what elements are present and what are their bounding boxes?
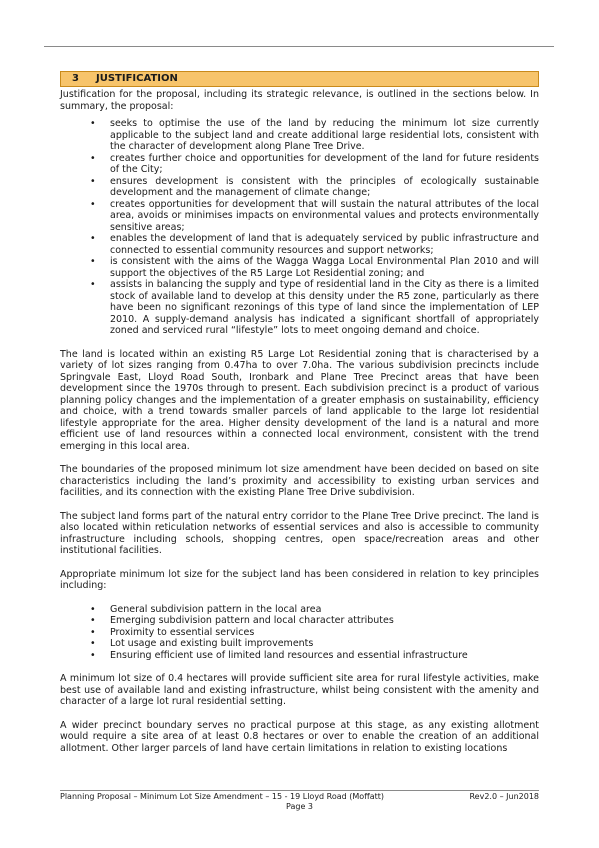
footer-title: Planning Proposal – Minimum Lot Size Amendment – 15 - 19 Lloyd Road (Moffatt) bbox=[60, 792, 385, 801]
list-item bbox=[60, 176, 539, 199]
list-item-text: creates opportunities for development that will sustain the natural attributes of the local area, avoids or minimises impacts on environmental values and protects environmentally sensitive areas; bbox=[110, 198, 539, 233]
summary-list bbox=[60, 118, 539, 337]
list-item-text: Proximity to essential services bbox=[110, 626, 255, 638]
bullet-icon: • bbox=[90, 256, 96, 267]
list-item-text: seeks to optimise the use of the land by reducing the minimum lot size currently applicable to the subject land and create additional large residential lots, consistent with the character of development along Plane Tree Drive. bbox=[110, 118, 539, 152]
section-title: JUSTIFICATION bbox=[96, 73, 178, 85]
list-item bbox=[60, 279, 539, 337]
list-item bbox=[60, 615, 539, 627]
header-rule bbox=[44, 46, 554, 47]
list-item-text: Emerging subdivision pattern and local character attributes bbox=[110, 615, 394, 626]
bullet-icon: • bbox=[90, 198, 96, 210]
body-paragraph: A wider precinct boundary serves no practical purpose at this stage, as any existing allotment would require a site area of at least 0.8 hectares or over to enable the creation of an additional allotment. Other larger parcels of land have certain limitations in relation to existing locations bbox=[60, 719, 539, 754]
bullet-icon: • bbox=[90, 152, 96, 164]
bullet-icon: • bbox=[90, 118, 96, 129]
list-item bbox=[60, 199, 539, 234]
list-item-text: is consistent with the aims of the Wagga Wagga Local Environmental Plan 2010 and will support the objectives of the R5 Large Lot Residential zoning; and bbox=[110, 256, 539, 279]
section-number: 3 bbox=[72, 73, 79, 85]
list-item-text: creates further choice and opportunities for development of the land for future residents of the City; bbox=[110, 152, 539, 175]
list-item-text: ensures development is consistent with the principles of ecologically sustainable development and the management of climate change; bbox=[110, 175, 539, 198]
list-item bbox=[60, 233, 539, 256]
list-item-text: enables the development of land that is adequately serviced by public infrastructure and connected to essential community resources and support networks; bbox=[110, 233, 539, 256]
bullet-icon: • bbox=[90, 649, 96, 661]
bullet-icon: • bbox=[90, 638, 96, 649]
intro-paragraph: Justification for the proposal, including its strategic relevance, is outlined in the sections below. In summary, the proposal: bbox=[60, 89, 539, 112]
body-paragraph: The land is located within an existing R5 Large Lot Residential zoning that is characterised by a variety of lot sizes ranging from 0.47ha to over 7.0ha. The various subdivision precincts include Springvale East, Lloyd Road South, Ironbark and Plane Tree Precinct areas that have been development since the 1970s through to present. Each subdivision precinct is a product of various planning policy changes and the implementation of a greater emphasis on sustainability, efficiency and choice, with a trend towards smaller parcels of land applicable to the large lot residential lifestyle appropriate for the area. Higher density development of the land is a natural and more efficient use of land resources within a connected local environment, consistent with the trend emerging in this local area. bbox=[60, 348, 539, 452]
body-paragraph: A minimum lot size of 0.4 hectares will provide sufficient site area for rural lifestyle activities, make best use of available land and existing infrastructure, whilst being consistent with the amenity and character of a large lot rural residential setting. bbox=[60, 673, 539, 707]
section-heading bbox=[60, 71, 539, 87]
list-item bbox=[60, 650, 539, 662]
list-item bbox=[60, 604, 539, 616]
document-page bbox=[60, 71, 539, 766]
list-item-text: assists in balancing the supply and type of residential land in the City as there is a limited stock of available land to develop at this density under the R5 zone, particularly as there have been no significant rezonings of this type of land since the implementation of LEP 2010. A supply-demand analysis has indicated a significant shortfall of appropriately zoned and serviced rural “lifestyle” lots to meet ongoing demand and choice. bbox=[110, 279, 539, 336]
page-footer bbox=[60, 792, 539, 812]
footer-rule bbox=[60, 790, 539, 791]
list-item-text: General subdivision pattern in the local area bbox=[110, 603, 322, 615]
footer-revision: Rev2.0 – Jun2018 bbox=[469, 792, 539, 801]
list-item-text: Lot usage and existing built improvements bbox=[110, 638, 314, 649]
list-item bbox=[60, 256, 539, 279]
list-item bbox=[60, 153, 539, 176]
body-paragraph: The subject land forms part of the natural entry corridor to the Plane Tree Drive precinct. The land is also located within reticulation networks of essential services and also is accessible to community infrastructure including schools, shopping centres, open space/recreation areas and other institutional facilities. bbox=[60, 510, 539, 556]
bullet-icon: • bbox=[90, 233, 96, 244]
bullet-icon: • bbox=[90, 175, 96, 187]
list-item bbox=[60, 638, 539, 650]
list-item-text: Ensuring efficient use of limited land resources and essential infrastructure bbox=[110, 649, 468, 661]
list-item bbox=[60, 118, 539, 153]
principles-list bbox=[60, 604, 539, 662]
body-paragraph: The boundaries of the proposed minimum lot size amendment have been decided on based on site characteristics including the land’s proximity and accessibility to existing urban services and facilities, and its connection with the existing Plane Tree Drive subdivision. bbox=[60, 464, 539, 498]
bullet-icon: • bbox=[90, 626, 96, 638]
list-item bbox=[60, 627, 539, 639]
body-paragraph: Appropriate minimum lot size for the subject land has been considered in relation to key principles including: bbox=[60, 568, 539, 591]
bullet-icon: • bbox=[90, 615, 96, 626]
bullet-icon: • bbox=[90, 603, 96, 615]
bullet-icon: • bbox=[90, 279, 96, 290]
page-number: Page 3 bbox=[286, 802, 313, 811]
